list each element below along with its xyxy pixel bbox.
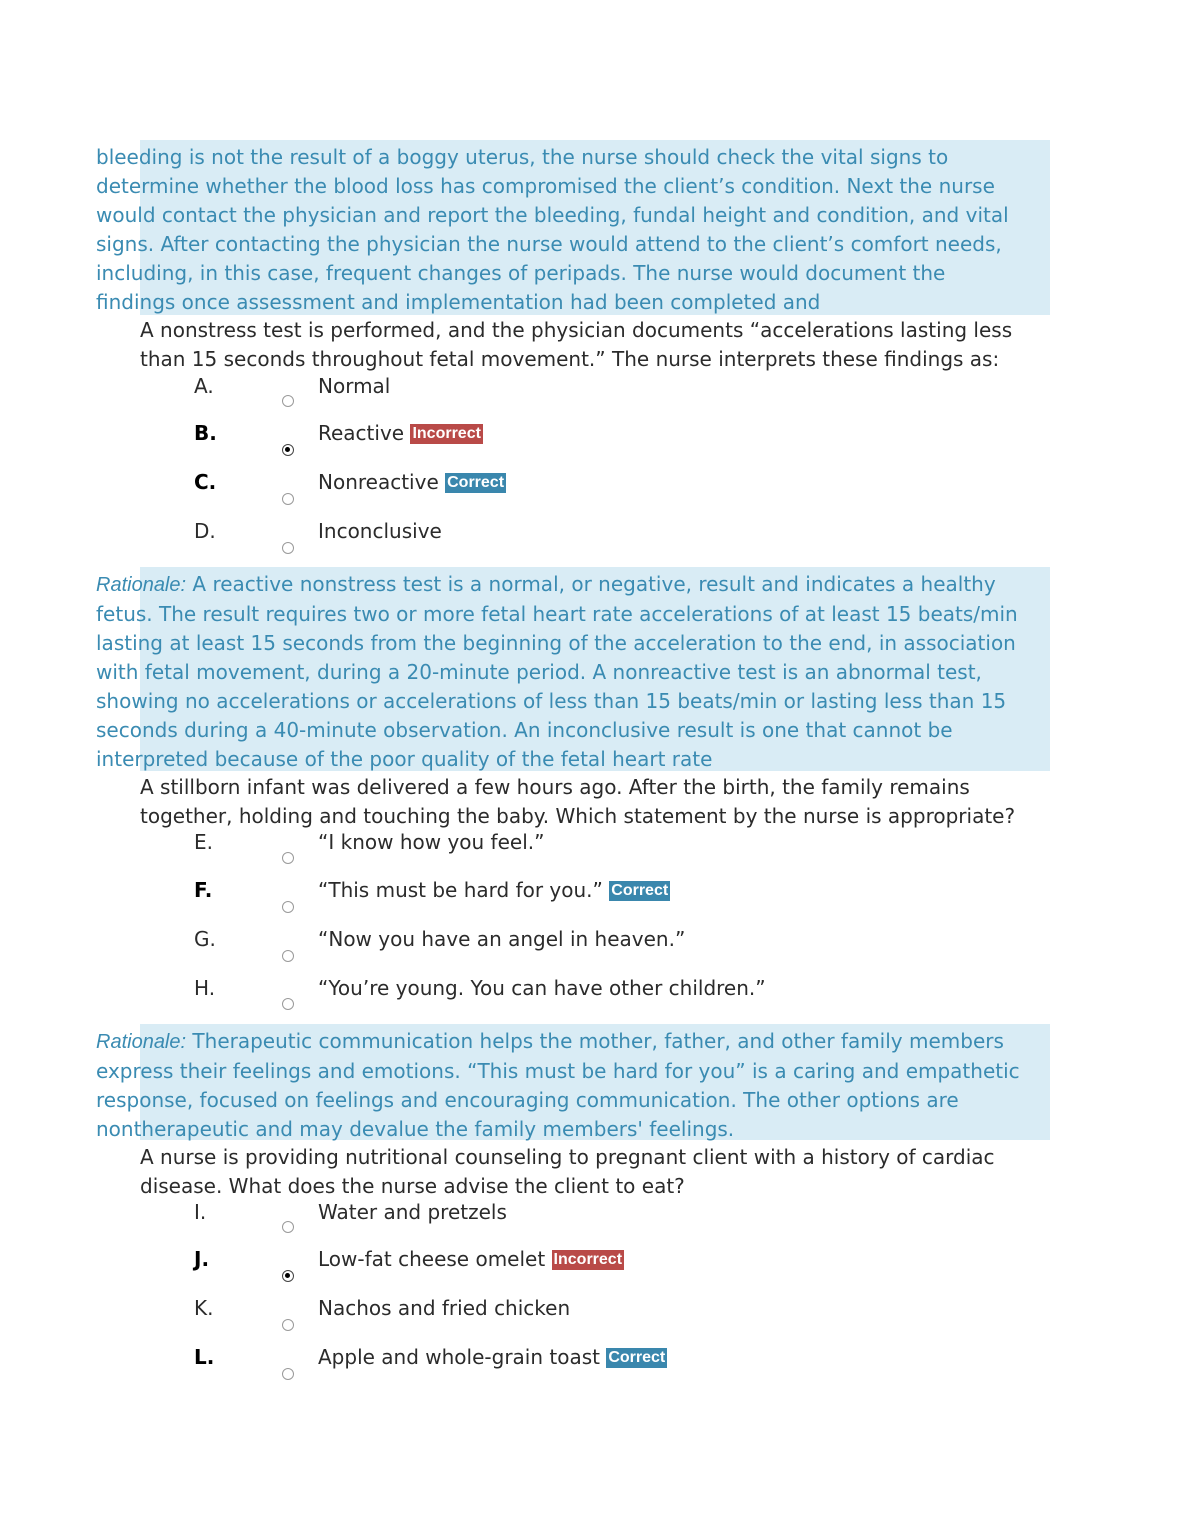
option-radio-c[interactable] (282, 493, 294, 505)
option-radio-a[interactable] (282, 395, 294, 407)
option-letter: J. (194, 1247, 210, 1271)
rationale-text: Rationale: Therapeutic communication helps the mother, father, and other family members express their feelings and emotions. “This must be hard for you” is a caring and empathetic response, focused on feelings and encouraging communication. The other options are nontherapeutic and may devalue the family members' feelings. (96, 1029, 1020, 1141)
correct-badge: Correct (608, 1348, 666, 1366)
option-text: Normal (318, 374, 391, 398)
correct-badge: Correct (611, 881, 669, 899)
option-letter: A. (194, 374, 214, 398)
option-text: Nachos and fried chicken (318, 1296, 571, 1320)
option-radio-i[interactable] (282, 1221, 294, 1233)
option-text: Low-fat cheese omelet Incorrect (318, 1247, 623, 1271)
option-letter: G. (194, 927, 216, 951)
question-text: A nonstress test is performed, and the physician documents “accelerations lasting less than 15 seconds throughout fetal movement.” The nurse interprets these findings as: (140, 318, 1013, 371)
option-radio-l[interactable] (282, 1368, 294, 1380)
option-radio-k[interactable] (282, 1319, 294, 1331)
rationale-text: Rationale: A reactive nonstress test is a normal, or negative, result and indicates a healthy fetus. The result requires two or more fetal heart rate accelerations of at least 15 beats/min lasting at least 15 seconds from the beginning of the acceleration to the end, in association with fetal movement, during a 20-minute period. A nonreactive test is an abnormal test, showing no accelerations or accelerations of less than 15 beats/min or lasting less than 15 seconds during a 40-minute observation. An inconclusive result is one that cannot be interpreted because of the poor quality of the fetal heart rate (96, 572, 1018, 771)
option-text: Water and pretzels (318, 1200, 507, 1224)
option-letter: F. (194, 878, 213, 902)
option-text: Apple and whole-grain toast Correct (318, 1345, 666, 1369)
option-text: “I know how you feel.” (318, 830, 545, 854)
option-text: “This must be hard for you.” Correct (318, 878, 669, 902)
rationale-label: Rationale: (96, 1031, 187, 1053)
option-radio-e[interactable] (282, 852, 294, 864)
option-letter: I. (194, 1200, 207, 1224)
option-radio-d[interactable] (282, 542, 294, 554)
option-text: “You’re young. You can have other children.” (318, 976, 766, 1000)
option-letter: L. (194, 1345, 215, 1369)
option-radio-b[interactable] (282, 444, 294, 456)
rationale-label: Rationale: (96, 574, 187, 596)
option-radio-h[interactable] (282, 998, 294, 1010)
option-radio-j[interactable] (282, 1270, 294, 1282)
question-text: A nurse is providing nutritional counseling to pregnant client with a history of cardiac disease. What does the nurse advise the client to eat? (140, 1145, 995, 1198)
incorrect-badge: Incorrect (553, 1250, 623, 1268)
option-text: Reactive Incorrect (318, 421, 481, 445)
option-radio-g[interactable] (282, 950, 294, 962)
option-letter: C. (194, 470, 217, 494)
option-letter: K. (194, 1296, 214, 1320)
option-letter: B. (194, 421, 217, 445)
option-text: “Now you have an angel in heaven.” (318, 927, 686, 951)
option-letter: H. (194, 976, 216, 1000)
option-text: Nonreactive Correct (318, 470, 505, 494)
correct-badge: Correct (447, 473, 505, 491)
option-letter: D. (194, 519, 216, 543)
question-text: A stillborn infant was delivered a few hours ago. After the birth, the family remains together, holding and touching the baby. Which statement by the nurse is appropriate? (140, 775, 1016, 828)
option-radio-f[interactable] (282, 901, 294, 913)
option-text: Inconclusive (318, 519, 442, 543)
option-letter: E. (194, 830, 213, 854)
incorrect-badge: Incorrect (412, 424, 481, 442)
rationale-continued: bleeding is not the result of a boggy uterus, the nurse should check the vital signs to determine whether the blood loss has compromised the client’s condition. Next the nurse would contact the physician and report the bleeding, fundal height and condition, and vital signs. After contacting the physician the nurse would attend to the client’s comfort needs, including, in this case, frequent changes of peripads. The nurse would document the findings once assessment and implementation had been completed and (96, 145, 1009, 314)
